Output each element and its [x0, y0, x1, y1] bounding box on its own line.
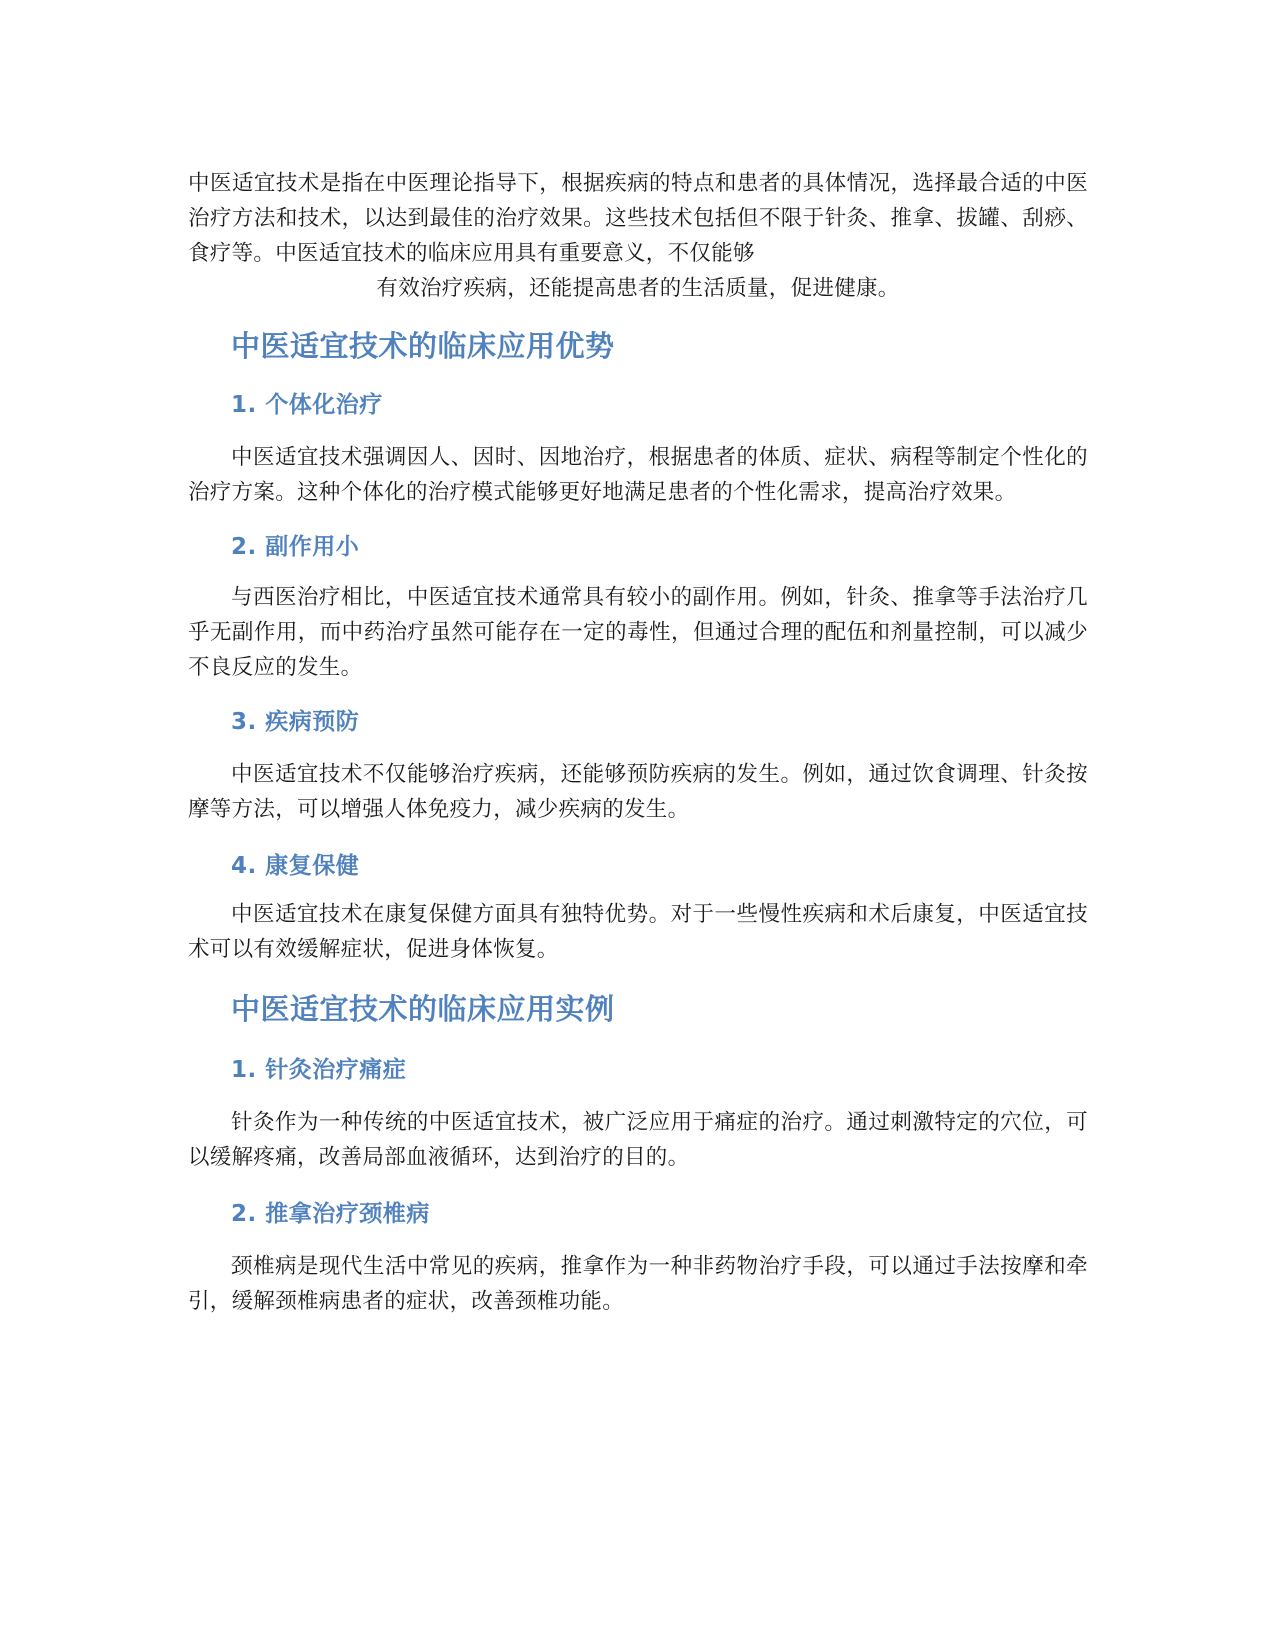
section-heading-advantages: 中医适宜技术的临床应用优势 [231, 329, 615, 363]
subsection-text-prevention: 中医适宜技术不仅能够治疗疾病，还能够预防疾病的发生。例如，通过饮食调理、针灸按摩等方法，可以增强人体免疫力，减少疾病的发生。 [188, 762, 1088, 822]
subsection-heading-massage: 2. 推拿治疗颈椎病 [231, 1201, 430, 1227]
subsection-heading-rehabilitation: 4. 康复保健 [231, 853, 360, 879]
subsection-heading-prevention: 3. 疾病预防 [231, 709, 360, 735]
document-body [188, 166, 1088, 1319]
intro-last-line: 有效治疗疾病，还能提高患者的生活质量，促进健康。 [376, 276, 900, 301]
subsection-heading-acupuncture: 1. 针灸治疗痛症 [231, 1057, 407, 1083]
subsection-text-personalized: 中医适宜技术强调因人、因时、因地治疗，根据患者的体质、症状、病程等制定个性化的治疗方案。这种个体化的治疗模式能够更好地满足患者的个性化需求，提高治疗效果。 [188, 445, 1088, 505]
section-heading-examples: 中医适宜技术的临床应用实例 [231, 992, 615, 1026]
subsection-text-massage: 颈椎病是现代生活中常见的疾病，推拿作为一种非药物治疗手段，可以通过手法按摩和牵引，缓解颈椎病患者的症状，改善颈椎功能。 [188, 1254, 1088, 1314]
subsection-text-acupuncture: 针灸作为一种传统的中医适宜技术，被广泛应用于痛症的治疗。通过刺激特定的穴位，可以缓解疼痛，改善局部血液循环，达到治疗的目的。 [188, 1110, 1088, 1170]
subsection-heading-personalized: 1. 个体化治疗 [231, 392, 383, 418]
subsection-text-rehabilitation: 中医适宜技术在康复保健方面具有独特优势。对于一些慢性疾病和术后康复，中医适宜技术可以有效缓解症状，促进身体恢复。 [188, 902, 1088, 962]
intro-text: 中医适宜技术是指在中医理论指导下，根据疾病的特点和患者的具体情况，选择最合适的中医治疗方法和技术，以达到最佳的治疗效果。这些技术包括但不限于针灸、推拿、拔罐、刮痧、食疗等。中医适宜技术的临床应用具有重要意义，不仅能够 [188, 171, 1088, 266]
subsection-heading-side-effects: 2. 副作用小 [231, 534, 360, 560]
intro-paragraph [188, 166, 1088, 306]
subsection-text-side-effects: 与西医治疗相比，中医适宜技术通常具有较小的副作用。例如，针灸、推拿等手法治疗几乎无副作用，而中药治疗虽然可能存在一定的毒性，但通过合理的配伍和剂量控制，可以减少不良反应的发生。 [188, 585, 1088, 680]
